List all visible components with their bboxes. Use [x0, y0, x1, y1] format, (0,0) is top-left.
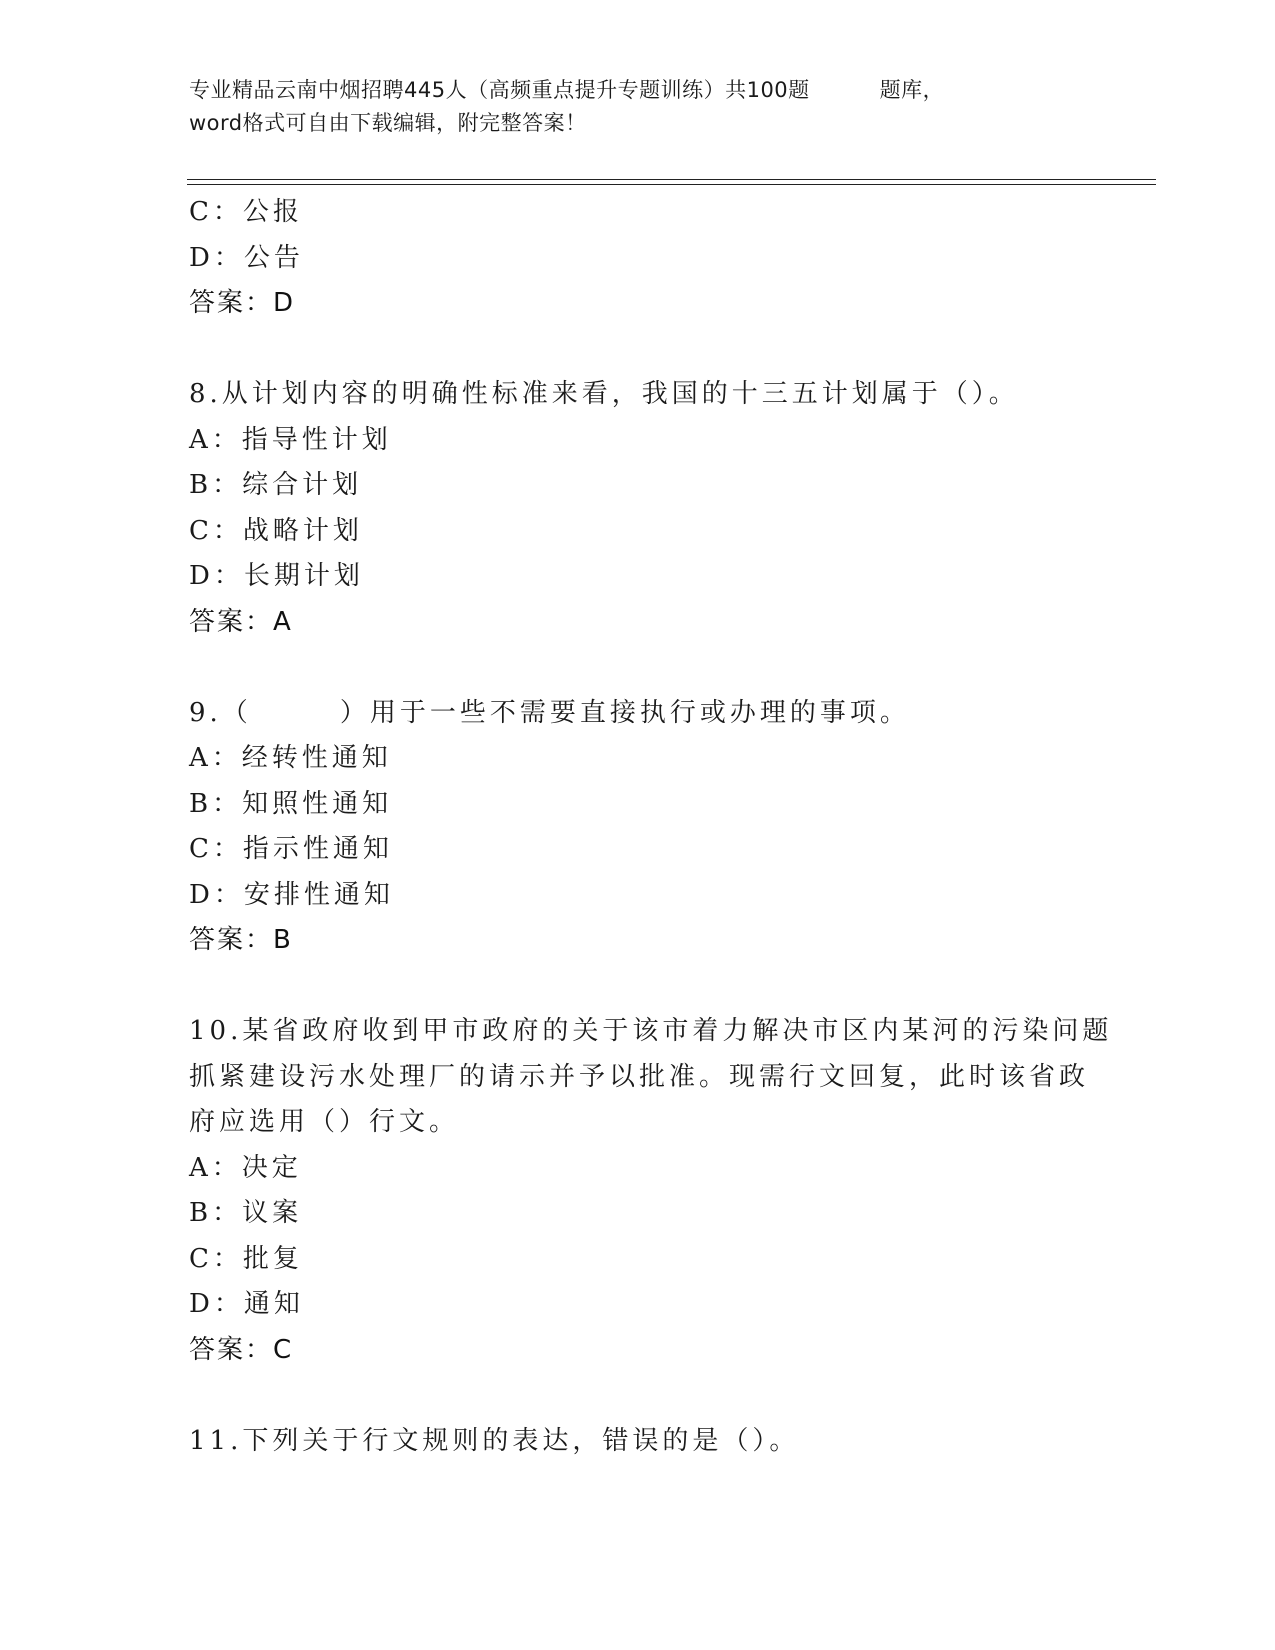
option-d: D：安排性通知 [189, 879, 394, 910]
option-c: C：战略计划 [189, 515, 363, 546]
answer-line: 答案：C [189, 1334, 294, 1365]
answer-line: 答案：A [189, 606, 293, 637]
question-content [189, 190, 1113, 1464]
page-header [189, 74, 1089, 140]
option-b: B：综合计划 [189, 470, 363, 500]
option-a: A：决定 [189, 1152, 302, 1183]
question-10-line-1: 10.某省政府收到甲市政府的关于该市着力解决市区内某河的污染问题 [189, 1016, 1113, 1046]
question-10-line-2: 抓紧建设污水处理厂的请示并予以批准。现需行文回复，此时该省政 [189, 1061, 1090, 1092]
header-rule-top [187, 179, 1156, 180]
question-8: 8.从计划内容的明确性标准来看，我国的十三五计划属于（）。 [189, 379, 1019, 409]
header-line-2: word格式可自由下载编辑，附完整答案！ [189, 111, 587, 135]
option-d: D：长期计划 [189, 561, 364, 591]
header-title-suffix: 题库， [879, 78, 945, 102]
option-c: C：批复 [189, 1243, 303, 1274]
option-d: D：通知 [189, 1289, 304, 1319]
option-b: B：知照性通知 [189, 788, 393, 819]
question-9: 9.（ ）用于一些不需要直接执行或办理的事项。 [189, 697, 910, 728]
option-a: A：经转性通知 [189, 743, 392, 773]
answer-line: 答案：D [189, 288, 296, 318]
question-10-line-3: 府应选用（）行文。 [189, 1107, 460, 1137]
option-d: D：公告 [189, 242, 304, 273]
option-c: C：公报 [189, 197, 303, 227]
option-a: A：指导性计划 [189, 424, 392, 455]
header-rule-bottom [187, 184, 1156, 185]
answer-line: 答案：B [189, 925, 293, 955]
option-c: C：指示性通知 [189, 834, 393, 864]
header-title: 专业精品云南中烟招聘445人（高频重点提升专题训练）共100题 [189, 78, 810, 102]
header-line-1 [189, 74, 1089, 107]
option-b: B：议案 [189, 1198, 303, 1228]
question-11: 11.下列关于行文规则的表达，错误的是（）。 [189, 1425, 800, 1456]
